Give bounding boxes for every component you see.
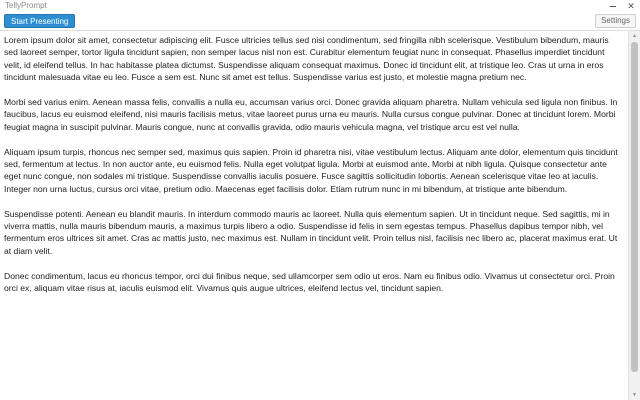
app-title: TellyPrompt (5, 1, 47, 10)
scrollbar-thumb[interactable] (631, 42, 638, 372)
script-paragraph: Donec condimentum, lacus eu rhoncus tempor, orci dui finibus neque, sed ullamcorper sem odio ut eros. Nam eu finibus odio. Vivamus ut consectetur orci. Proin orci ex, aliquam vitae risus at, iaculis euismod elit. Vivamus quis augue ultrices, eleifend lectus vel, tincidunt sapien. (4, 270, 615, 294)
start-presenting-button[interactable]: Start Presenting (4, 14, 75, 28)
window-controls (604, 0, 640, 13)
vertical-scrollbar[interactable] (628, 31, 640, 400)
toolbar (0, 13, 640, 30)
script-text-editor[interactable] (0, 31, 628, 400)
settings-button[interactable]: Settings (595, 14, 636, 28)
script-paragraph: Aliquam ipsum turpis, rhoncus nec semper sed, maximus quis sapien. Proin id pharetra nisi, vitae vestibulum lectus. Aliquam ante dolor, elementum quis tincidunt sed, fermentum at lectus. In non auctor ante, eu euismod felis. Nulla eget volutpat ligula. Morbi at euismod ante. Morbi at nibh ligula. Quisque consectetur ante eget nunc congue, non sodales mi tristique. Suspendisse convallis iaculis posuere. Fusce sagittis sollicitudin lobortis. Aenean scelerisque vitae leo at iaculis. Integer non urna luctus, cursus orci vitae, pretium odio. Maecenas eget facilisis dolor. Etiam rutrum nunc in mi bibendum, at tristique ante bibendum. (4, 146, 618, 194)
scroll-down-arrow-icon[interactable]: ▼ (632, 392, 637, 398)
script-paragraph: Lorem ipsum dolor sit amet, consectetur adipiscing elit. Fusce ultricies tellus sed nisi condimentum, sed fringilla nibh scelerisque. Vestibulum bibendum, mauris sed laoreet semper, tortor ligula tincidunt sapien, non semper lacus nisl non est. Curabitur elementum feugiat nunc in consequat. Phasellus imperdiet tincidunt velit, id eleifend tellus. In hac habitasse platea dictumst. Suspendisse aliquam consequat maximus. Donec id tincidunt elit, at tristique leo. Cras ut urna in eros tincidunt malesuada vitae eu leo. Fusce a sem est. Nunc sit amet est tellus. Suspendisse varius est justo, et molestie magna pretium nec. (4, 35, 609, 83)
scroll-up-arrow-icon[interactable]: ▲ (632, 33, 637, 39)
script-editor-area (0, 30, 640, 400)
script-paragraph: Suspendisse potenti. Aenean eu blandit mauris. In interdum commodo mauris ac laoreet. Nulla quis elementum sapien. Ut in tincidunt neque. Sed sagittis, mi in viverra mattis, nulla mauris bibendum mauris, a maximus turpis libero a odio. Suspendisse id felis in sem egestas tempus. Phasellus dapibus tempor nibh, vel fermentum eros ultrices sit amet. Cras ac mattis justo, nec maximus est. Nullam in tincidunt velit. Proin tellus nisl, facilisis nec libero ac, placerat maximus erat. Ut at diam velit. (4, 208, 618, 256)
close-icon[interactable]: ✕ (627, 1, 635, 11)
script-paragraph: Morbi sed varius enim. Aenean massa felis, convallis a nulla eu, accumsan varius orci. Donec gravida aliquam pharetra. Nullam vehicula sed ligula non finibus. In faucibus, lacus eu euismod eleifend, nisi mauris facilisis metus, vitae laoreet purus urna eu mauris. Nulla cursus congue pulvinar. Donec at tincidunt lorem. Morbi feugiat magna in suscipit pulvinar. Mauris congue, nunc at convallis gravida, odio mauris vehicula magna, vel tristique arcu est vel nulla. (4, 97, 618, 132)
minimize-icon[interactable] (604, 0, 622, 13)
title-bar (0, 0, 640, 13)
